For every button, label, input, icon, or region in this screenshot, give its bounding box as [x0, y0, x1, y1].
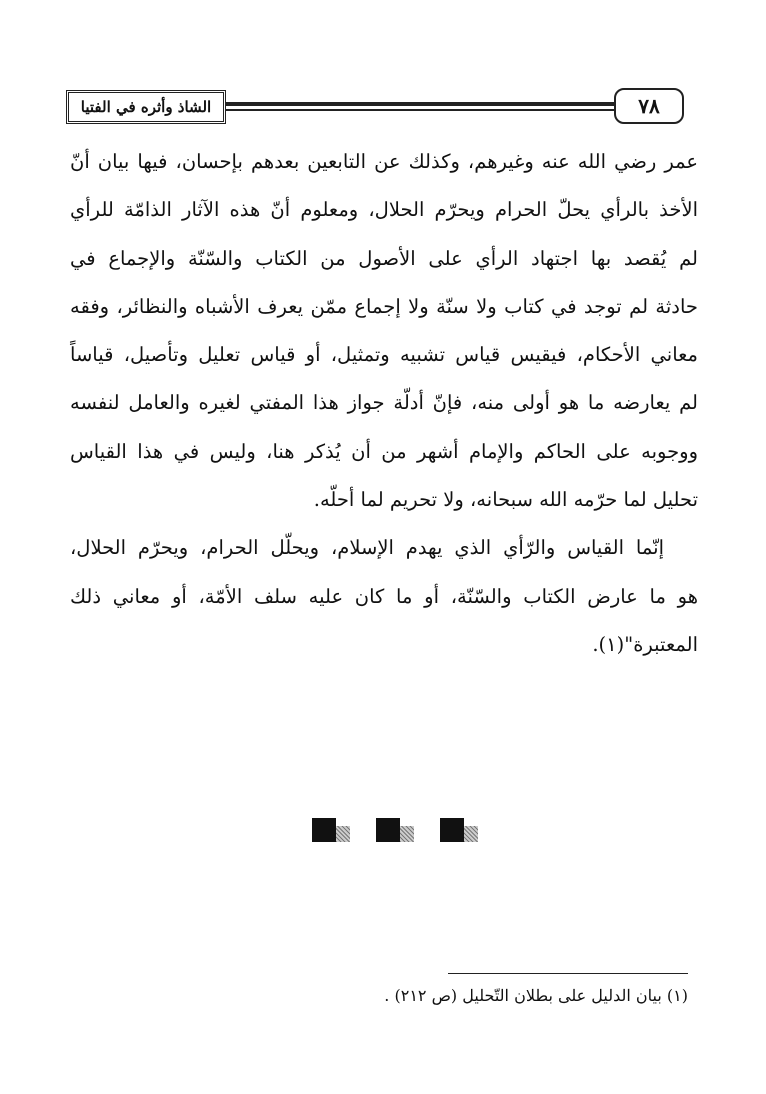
- running-title-box: [66, 90, 226, 124]
- ornament-block: [440, 818, 464, 842]
- text-line: هو ما عارض الكتاب والسّنّة، أو ما كان عليه سلف الأمّة، أو معاني ذلك: [70, 584, 698, 608]
- page-number: ٧٨: [638, 94, 660, 118]
- text-line: عمر رضي الله عنه وغيرهم، وكذلك عن التابعين بعدهم بإحسان، فيها بيان أنّ: [70, 150, 698, 173]
- text-line: معاني الأحكام، فيقيس قياس تشبيه وتمثيل، أو قياس تعليل وتأصيل، قياساً: [70, 343, 698, 367]
- text-line: المعتبرة"(١).: [592, 632, 698, 656]
- ornament-shade: [400, 826, 414, 842]
- text-line: تحليل لما حرّمه الله سبحانه، ولا تحريم لما أحلّه.: [313, 488, 698, 512]
- text-line: حادثة لم توجد في كتاب ولا سنّة ولا إجماع ممّن يعرف الأشباه والنظائر، وفقه: [70, 294, 698, 318]
- text-line: لم يعارضه ما هو أولى منه، فإنّ أدلّة جواز هذا المفتي لغيره والعامل لنفسه: [70, 391, 698, 415]
- running-title: الشاذ وأثره في الفتيا: [80, 98, 212, 116]
- page-header: [62, 88, 686, 128]
- ornament-shade: [336, 826, 350, 842]
- section-end-ornament: [312, 818, 492, 844]
- ornament-block: [376, 818, 400, 842]
- body-text: [70, 138, 698, 669]
- footnote-separator: [448, 973, 688, 974]
- ornament-block: [312, 818, 336, 842]
- page-number-box: [614, 88, 684, 124]
- text-line: ووجوبه على الحاكم والإمام أشهر من أن يُذكر هنا، وليس في هذا القياس: [70, 439, 698, 463]
- ornament-shade: [464, 826, 478, 842]
- text-line: إنّما القياس والرّأي الذي يهدم الإسلام، ويحلّل الحرام، ويحرّم الحلال،: [70, 536, 664, 560]
- header-rule: [226, 102, 616, 111]
- text-line: الأخذ بالرأي يحلّ الحرام ويحرّم الحلال، ومعلوم أنّ هذه الآثار الذامّة للرأي: [70, 198, 698, 222]
- text-line: لم يُقصد بها اجتهاد الرأي على الأصول من الكتاب والسّنّة والإجماع في: [70, 246, 698, 270]
- footnote: (١) بيان الدليل على بطلان التّحليل (ص ٢١٢) .: [384, 986, 688, 1005]
